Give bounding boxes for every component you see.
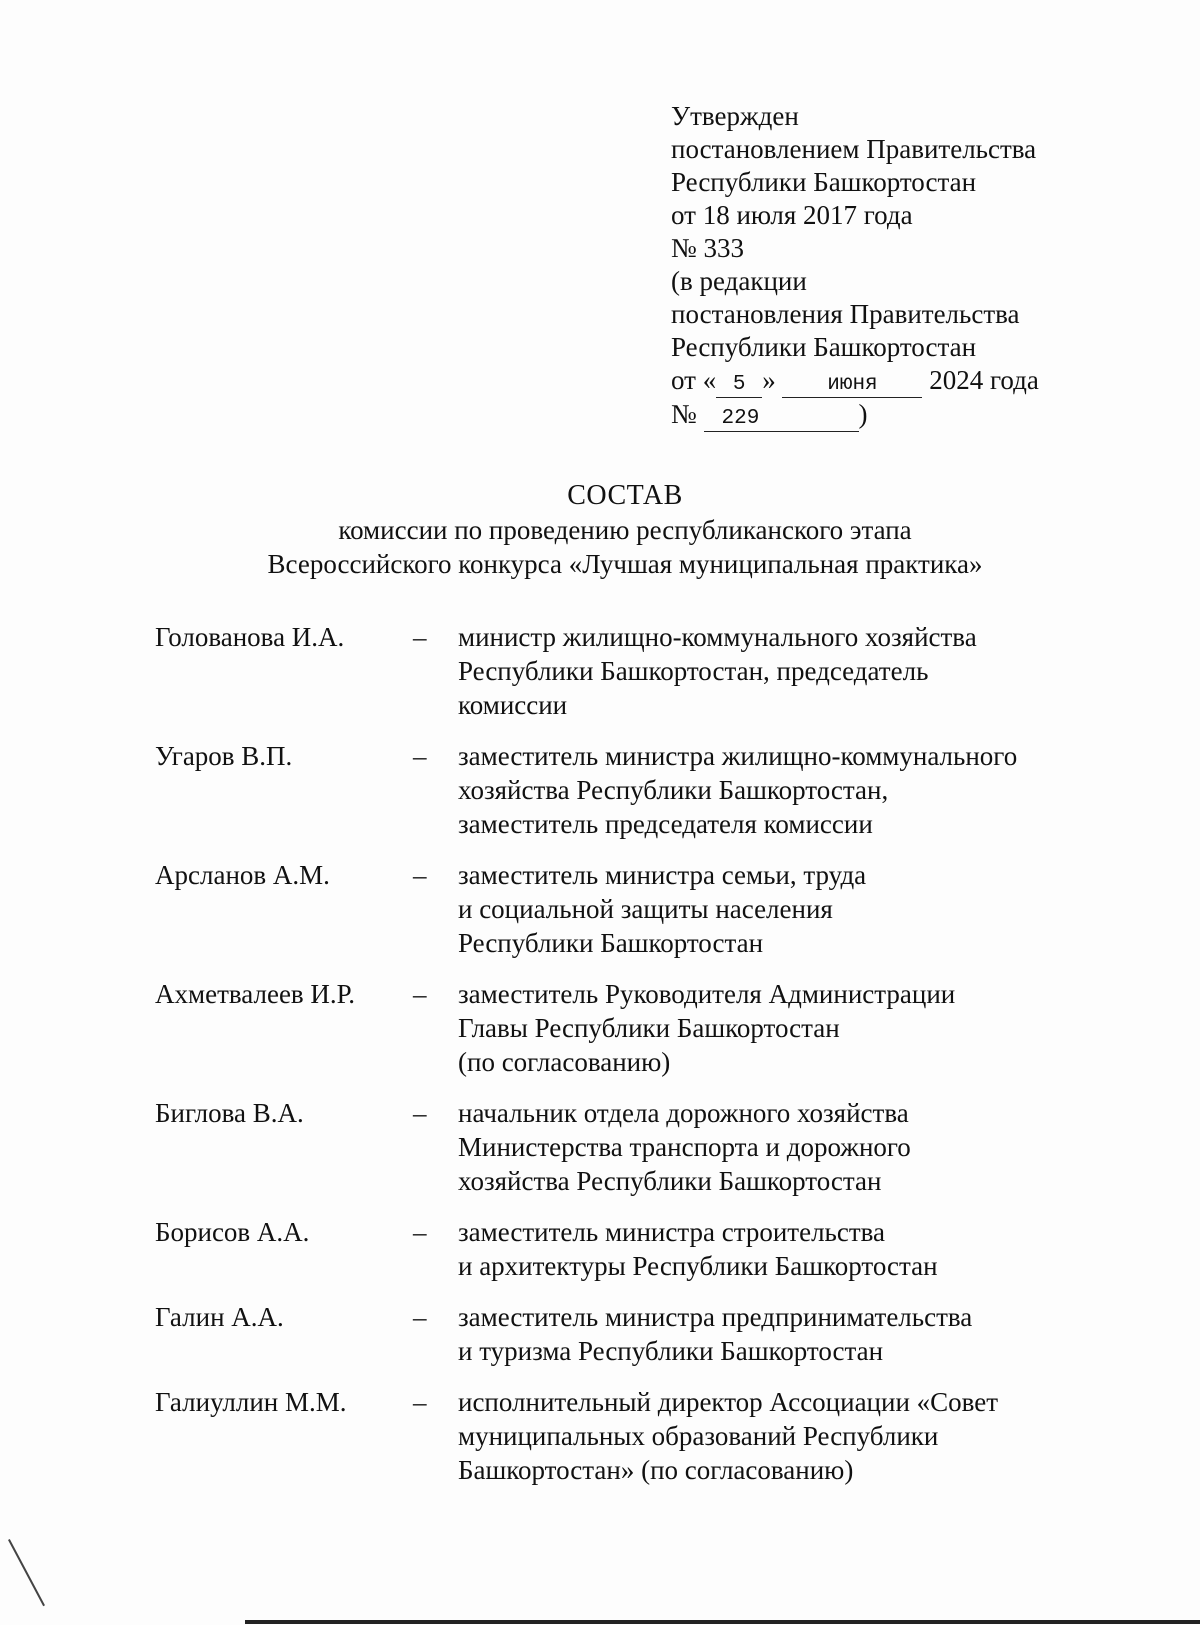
member-role: начальник отдела дорожного хозяйства Министерства транспорта и дорожного хозяйства Республики Башкортостан xyxy=(458,1098,911,1196)
approval-stamp-block xyxy=(671,100,1039,432)
member-name: Голованова И.А. xyxy=(155,622,345,652)
amendment-number: 229 xyxy=(704,407,859,432)
member-row xyxy=(155,620,1095,722)
title-heading: СОСТАВ xyxy=(567,480,683,511)
date-prefix: от « xyxy=(671,365,717,395)
member-name: Галиуллин М.М. xyxy=(155,1387,347,1417)
member-dash: – xyxy=(413,1098,427,1128)
member-role: заместитель министра строительства и архитектуры Республики Башкортостан xyxy=(458,1217,938,1281)
member-dash: – xyxy=(413,1302,427,1332)
member-dash: – xyxy=(413,1387,427,1417)
member-role: заместитель министра жилищно-коммунального хозяйства Республики Башкортостан, заместитель председателя комиссии xyxy=(458,741,1018,839)
member-row xyxy=(155,1215,1095,1283)
scan-artifact-line xyxy=(8,1539,45,1606)
member-row xyxy=(155,977,1095,1079)
number-suffix: ) xyxy=(858,399,868,429)
scan-bottom-edge xyxy=(245,1620,1200,1624)
member-row xyxy=(155,858,1095,960)
approval-line: Утвержден xyxy=(671,101,799,131)
member-role: исполнительный директор Ассоциации «Совет муниципальных образований Республики Башкортостан» (по согласованию) xyxy=(458,1387,999,1485)
member-name: Угаров В.П. xyxy=(155,741,293,771)
member-role: заместитель министра предпринимательства и туризма Республики Башкортостан xyxy=(458,1302,973,1366)
member-name: Галин А.А. xyxy=(155,1302,284,1332)
member-row xyxy=(155,1096,1095,1198)
member-role: министр жилищно-коммунального хозяйства Республики Башкортостан, председатель комиссии xyxy=(458,622,977,720)
approval-line: постановления Правительства xyxy=(671,299,1020,329)
member-dash: – xyxy=(413,741,427,771)
amendment-month: июня xyxy=(782,373,922,398)
amendment-date-line xyxy=(671,364,1039,398)
title-line-1: комиссии по проведению республиканского этапа xyxy=(338,515,912,545)
approval-line: (в редакции xyxy=(671,266,807,296)
commission-members-list xyxy=(155,620,1095,1504)
amendment-day: 5 xyxy=(716,373,762,398)
member-name: Биглова В.А. xyxy=(155,1098,304,1128)
approval-line: Республики Башкортостан xyxy=(671,167,977,197)
approval-line: от 18 июля 2017 года xyxy=(671,200,913,230)
approval-line: постановлением Правительства xyxy=(671,134,1037,164)
member-name: Арсланов А.М. xyxy=(155,860,330,890)
member-dash: – xyxy=(413,860,427,890)
approval-line: Республики Башкортостан xyxy=(671,332,977,362)
member-dash: – xyxy=(413,1217,427,1247)
member-dash: – xyxy=(413,622,427,652)
member-name: Ахметвалеев И.Р. xyxy=(155,979,356,1009)
number-prefix: № xyxy=(671,399,697,429)
member-row xyxy=(155,1385,1095,1487)
approval-line: № 333 xyxy=(671,233,745,263)
member-dash: – xyxy=(413,979,427,1009)
member-role: заместитель Руководителя Администрации Главы Республики Башкортостан (по согласованию) xyxy=(458,979,956,1077)
amendment-number-line xyxy=(671,398,1039,432)
document-title xyxy=(0,479,1200,581)
member-name: Борисов А.А. xyxy=(155,1217,310,1247)
member-row xyxy=(155,1300,1095,1368)
title-line-2: Всероссийского конкурса «Лучшая муниципальная практика» xyxy=(267,549,983,579)
amendment-year: 2024 года xyxy=(929,365,1039,395)
member-row xyxy=(155,739,1095,841)
date-mid: » xyxy=(762,365,776,395)
member-role: заместитель министра семьи, труда и социальной защиты населения Республики Башкортостан xyxy=(458,860,867,958)
